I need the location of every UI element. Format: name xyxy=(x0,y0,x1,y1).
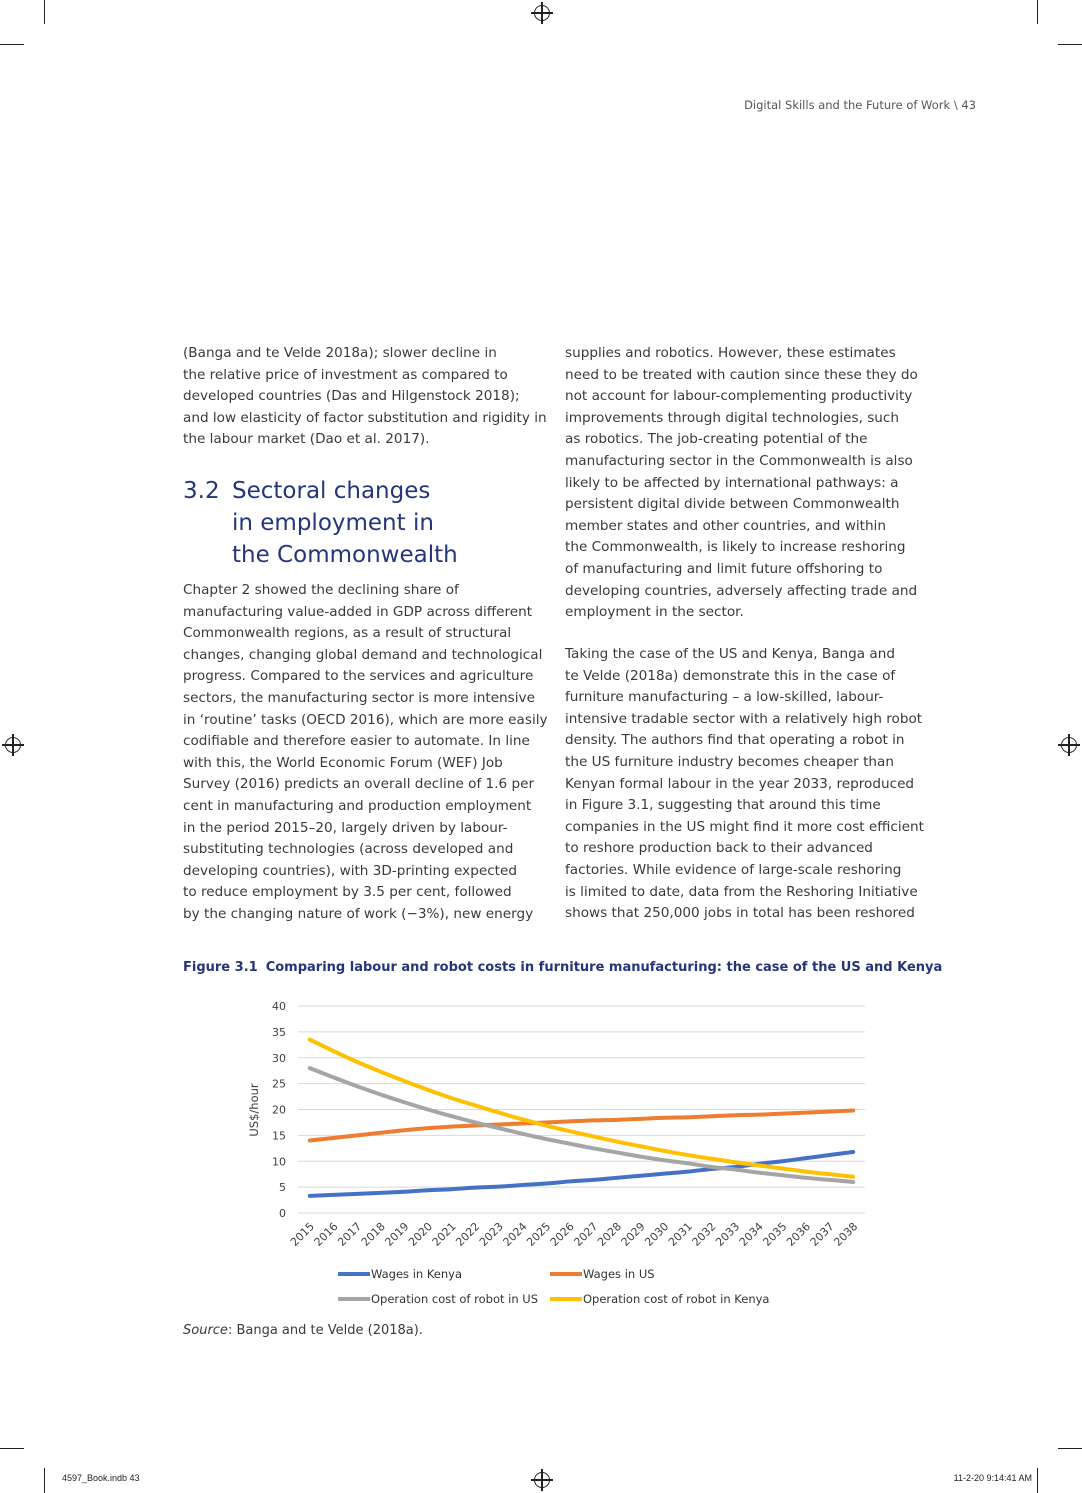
text-line: in the period 2015–20, largely driven by labour- xyxy=(183,819,508,836)
text-line: intensive tradable sector with a relatively high robot xyxy=(565,710,923,727)
y-tick-label: 20 xyxy=(272,1103,286,1117)
text-line: developing countries, adversely affecting trade and xyxy=(565,582,918,599)
x-tick-label: 2024 xyxy=(500,1219,530,1249)
text-line: employment in the sector. xyxy=(565,604,744,621)
x-tick-label: 2033 xyxy=(713,1219,743,1249)
text-line: and low elasticity of factor substitution and rigidity in xyxy=(183,409,547,426)
y-tick-label: 25 xyxy=(272,1077,286,1091)
text-line: changes, changing global demand and technological xyxy=(183,646,543,663)
x-tick-label: 2036 xyxy=(784,1219,814,1249)
text-line: companies in the US might find it more cost efficient xyxy=(565,818,924,835)
y-axis-label: US$/hour xyxy=(247,1083,261,1137)
footer-file: 4597_Book.indb 43 xyxy=(62,1473,140,1483)
text-line: need to be treated with caution since these they do xyxy=(565,366,918,383)
text-line: cent in manufacturing and production employment xyxy=(183,797,532,814)
text-line: is limited to date, data from the Reshoring Initiative xyxy=(565,883,918,900)
text-line: developed countries (Das and Hilgenstock 2018); xyxy=(183,388,520,405)
legend-label: Wages in US xyxy=(583,1267,655,1281)
text-line: the relative price of investment as compared to xyxy=(183,366,508,383)
text-line: in Figure 3.1, suggesting that around this time xyxy=(565,797,881,814)
legend-label: Operation cost of robot in Kenya xyxy=(583,1292,770,1306)
text-line: as robotics. The job-creating potential of the xyxy=(565,431,868,448)
text-line: of manufacturing and limit future offshoring to xyxy=(565,560,883,577)
x-tick-label: 2035 xyxy=(760,1219,790,1249)
text-line: density. The authors find that operating a robot in xyxy=(565,732,905,749)
series-line-operation-cost-of-robot-in-us xyxy=(310,1068,853,1182)
text-line: substituting technologies (across developed and xyxy=(183,841,514,858)
text-line: to reduce employment by 3.5 per cent, followed xyxy=(183,884,512,901)
heading-line: the Commonwealth xyxy=(232,542,458,568)
x-tick-label: 2027 xyxy=(571,1219,601,1249)
text-line: developing countries), with 3D-printing expected xyxy=(183,862,517,879)
text-line: codifiable and therefore easier to automate. In line xyxy=(183,733,530,750)
text-line: sectors, the manufacturing sector is more intensive xyxy=(183,689,535,706)
text-line: Taking the case of the US and Kenya, Banga and xyxy=(565,646,896,662)
text-line: persistent digital divide between Commonwealth xyxy=(565,496,900,513)
text-line: in ‘routine’ tasks (OECD 2016), which are more easily xyxy=(183,711,548,728)
x-tick-label: 2032 xyxy=(689,1219,719,1249)
text-line: with this, the World Economic Forum (WEF) Job xyxy=(183,754,503,771)
x-tick-label: 2030 xyxy=(642,1219,672,1249)
text-line: member states and other countries, and within xyxy=(565,517,886,534)
heading-line: in employment in xyxy=(232,510,434,536)
x-tick-label: 2038 xyxy=(831,1219,861,1249)
text-line: manufacturing sector in the Commonwealth is also xyxy=(565,452,913,469)
text-line: te Velde (2018a) demonstrate this in the case of xyxy=(565,667,896,684)
x-tick-label: 2015 xyxy=(287,1219,317,1249)
footer-timestamp: 11-2-20 9:14:41 AM xyxy=(953,1473,1032,1483)
crop-mark xyxy=(0,1448,24,1449)
source-text: : Banga and te Velde (2018a). xyxy=(227,1323,423,1338)
crop-mark xyxy=(1058,1448,1082,1449)
running-header: Digital Skills and the Future of Work \ 43 xyxy=(744,98,976,112)
crop-mark xyxy=(44,1468,45,1493)
text-line: progress. Compared to the services and agriculture xyxy=(183,668,534,685)
series-line-wages-in-us xyxy=(310,1111,853,1141)
text-line: supplies and robotics. However, these estimates xyxy=(565,345,896,361)
y-tick-label: 40 xyxy=(272,1000,286,1013)
registration-mark-icon xyxy=(534,1472,550,1488)
y-tick-label: 35 xyxy=(272,1025,286,1039)
y-tick-label: 10 xyxy=(272,1155,286,1169)
text-line: improvements through digital technologies, such xyxy=(565,409,900,426)
x-tick-label: 2037 xyxy=(807,1219,837,1249)
y-tick-label: 15 xyxy=(272,1129,286,1143)
text-line: to reshore production back to their advanced xyxy=(565,840,873,857)
figure-label: Figure 3.1 xyxy=(183,960,258,975)
text-line: the US furniture industry becomes cheaper than xyxy=(565,753,894,770)
text-line: Commonwealth regions, as a result of structural xyxy=(183,625,512,642)
figure-title: Comparing labour and robot costs in furniture manufacturing: the case of the US and Kenya xyxy=(265,960,943,975)
x-tick-label: 2022 xyxy=(453,1219,483,1249)
x-tick-label: 2016 xyxy=(311,1219,341,1249)
x-tick-label: 2025 xyxy=(524,1219,554,1249)
y-tick-label: 5 xyxy=(279,1181,286,1195)
text-line: factories. While evidence of large-scale reshoring xyxy=(565,861,902,878)
text-line: furniture manufacturing – a low-skilled, labour- xyxy=(565,689,884,706)
x-tick-label: 2023 xyxy=(476,1219,506,1249)
x-tick-label: 2029 xyxy=(618,1219,648,1249)
x-tick-label: 2017 xyxy=(335,1219,365,1249)
series-line-operation-cost-of-robot-in-kenya xyxy=(310,1040,853,1177)
text-line: Survey (2016) predicts an overall decline of 1.6 per xyxy=(183,776,535,793)
text-line: Kenyan formal labour in the year 2033, reproduced xyxy=(565,775,915,792)
text-line: the labour market (Dao et al. 2017). xyxy=(183,431,430,448)
section-number: 3.2 xyxy=(183,478,220,504)
x-tick-label: 2021 xyxy=(429,1219,459,1249)
x-tick-label: 2019 xyxy=(382,1219,412,1249)
legend-label: Wages in Kenya xyxy=(371,1267,463,1281)
x-tick-label: 2018 xyxy=(358,1219,388,1249)
figure-source xyxy=(183,1323,423,1338)
legend-label: Operation cost of robot in US xyxy=(371,1292,539,1306)
x-tick-label: 2028 xyxy=(595,1219,625,1249)
x-tick-label: 2031 xyxy=(665,1219,695,1249)
source-label: Source xyxy=(183,1323,228,1338)
text-line: by the changing nature of work (−3%), new energy xyxy=(183,905,534,922)
x-tick-label: 2034 xyxy=(736,1219,766,1249)
x-tick-label: 2026 xyxy=(547,1219,577,1249)
text-line: manufacturing value-added in GDP across different xyxy=(183,603,533,620)
text-line: not account for labour-complementing productivity xyxy=(565,388,913,405)
crop-mark xyxy=(1037,1468,1038,1493)
heading-line: Sectoral changes xyxy=(232,478,431,504)
text-line: Chapter 2 showed the declining share of xyxy=(183,582,459,598)
text-line: likely to be affected by international pathways: a xyxy=(565,474,899,491)
y-tick-label: 30 xyxy=(272,1051,286,1065)
y-tick-label: 0 xyxy=(279,1207,286,1220)
text-line: shows that 250,000 jobs in total has been reshored xyxy=(565,905,915,922)
x-tick-label: 2020 xyxy=(406,1219,436,1249)
text-line: (Banga and te Velde 2018a); slower decline in xyxy=(183,345,497,361)
text-line: the Commonwealth, is likely to increase reshoring xyxy=(565,539,906,556)
